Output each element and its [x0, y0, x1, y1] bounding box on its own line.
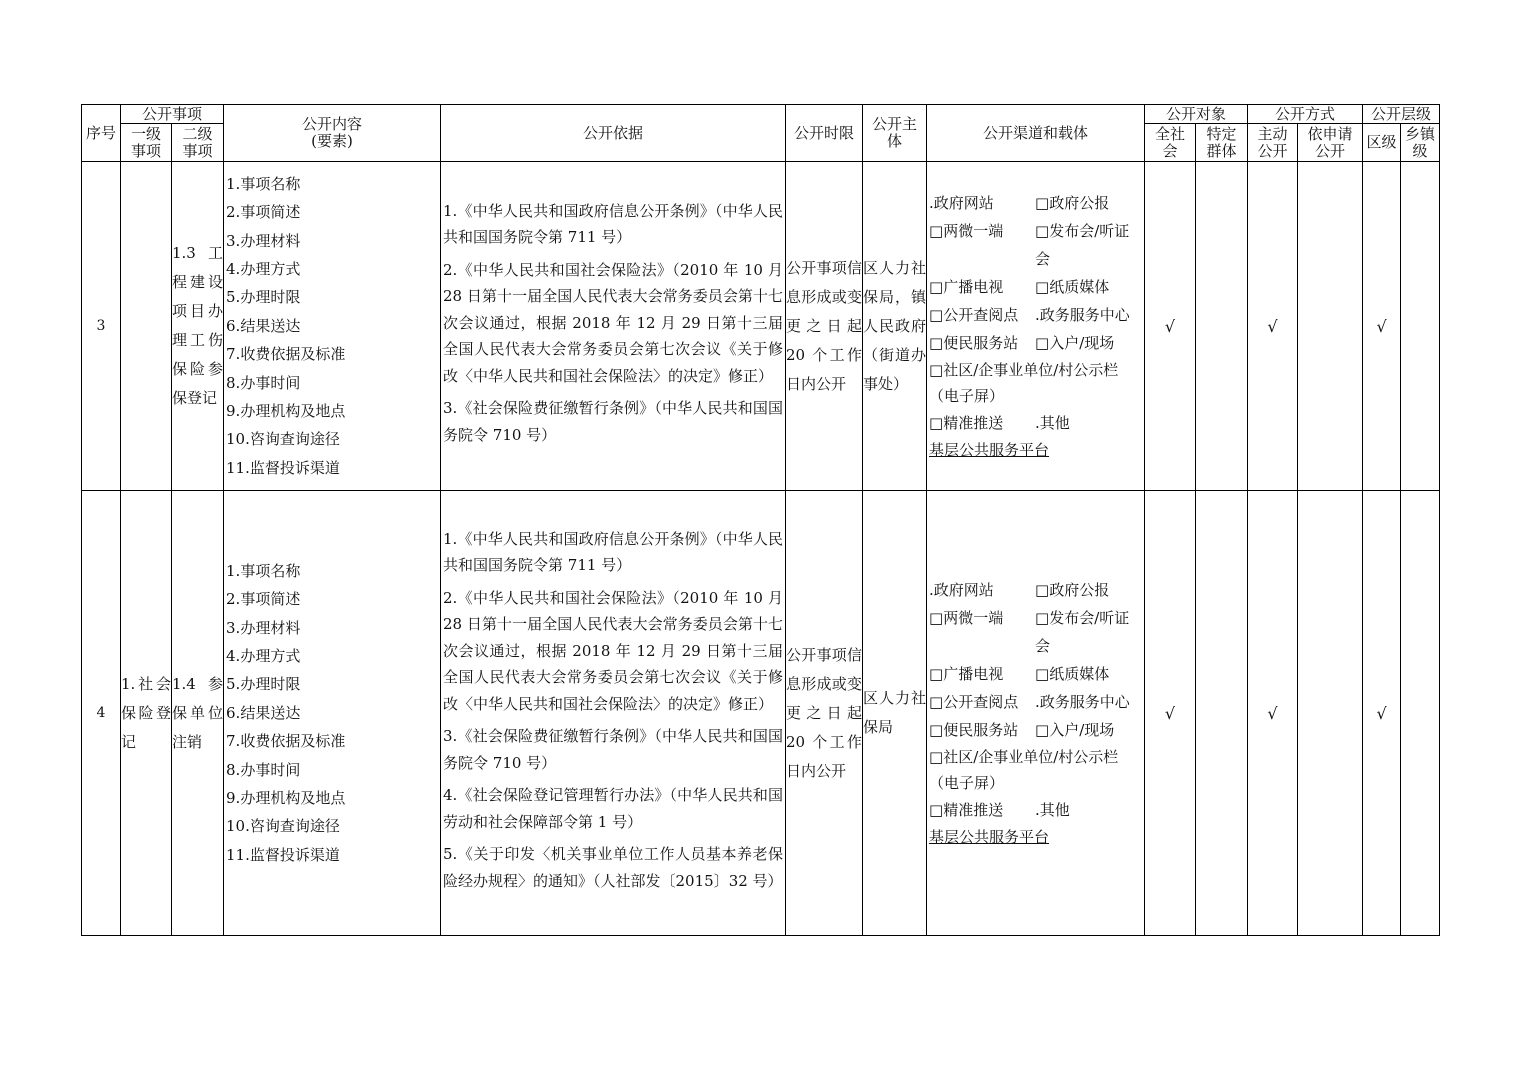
header-level1: 一级事项 — [121, 124, 172, 162]
content-item: 11.监督投诉渠道 — [226, 845, 340, 864]
channel-option: □社区/企事业单位/村公示栏（电子屏） — [929, 361, 1119, 405]
content-item: 5.办理时限 — [226, 288, 301, 307]
row-basis — [441, 491, 786, 936]
row-method-active: √ — [1248, 491, 1298, 936]
row-subject: 区人力社保局 — [863, 491, 927, 936]
channel-option: □便民服务站 — [929, 721, 1019, 739]
channel-option: □便民服务站 — [929, 334, 1019, 352]
channel-option: □公开查阅点 — [929, 306, 1019, 324]
channel-option: .政府网站 — [929, 581, 994, 599]
header-item-group: 公开事项 — [121, 105, 224, 124]
header-content-line1: 公开内容 — [302, 115, 363, 133]
channel-option: □两微一端 — [929, 609, 1004, 627]
content-item: 10.咨询查询途径 — [226, 817, 340, 836]
header-content — [224, 105, 441, 162]
basis-item: 4.《社会保险登记管理暂行办法》（中华人民共和国劳动和社会保障部令第 1 号） — [443, 786, 784, 831]
content-item: 2.事项简述 — [226, 203, 301, 222]
row-level1: 1.社会保险登记 — [121, 491, 172, 936]
header-target-all: 全社会 — [1145, 124, 1196, 162]
row-time-limit: 公开事项信息形成或变更之日起 20 个工作日内公开 — [786, 491, 863, 936]
channel-option: □社区/企事业单位/村公示栏（电子屏） — [929, 748, 1119, 792]
channel-option: □政府公报 — [1035, 581, 1110, 599]
channel-option: □入户/现场 — [1035, 334, 1115, 352]
content-item: 6.结果送达 — [226, 703, 301, 722]
channel-option: □发布会/听证会 — [1035, 222, 1130, 268]
header-level2: 二级事项 — [172, 124, 224, 162]
row-method-active: √ — [1248, 162, 1298, 491]
channel-option: □精准推送 — [929, 414, 1004, 432]
row-level1 — [121, 162, 172, 491]
basis-item: 3.《社会保险费征缴暂行条例》（中华人民共和国国务院令 710 号） — [443, 399, 784, 444]
header-level-district: 区级 — [1363, 124, 1401, 162]
channel-option: □发布会/听证会 — [1035, 609, 1130, 655]
header-subject: 公开主体 — [863, 105, 927, 162]
content-item: 7.收费依据及标准 — [226, 732, 346, 751]
content-item: 9.办理机构及地点 — [226, 402, 346, 421]
channel-option: □入户/现场 — [1035, 721, 1115, 739]
content-item: 1.事项名称 — [226, 174, 301, 193]
basis-item: 3.《社会保险费征缴暂行条例》（中华人民共和国国务院令 710 号） — [443, 727, 784, 772]
header-time-limit: 公开时限 — [786, 105, 863, 162]
header-target-group: 公开对象 — [1145, 105, 1248, 124]
row-method-request — [1298, 162, 1363, 491]
row-level-district: √ — [1363, 491, 1401, 936]
header-level-town: 乡镇级 — [1401, 124, 1440, 162]
row-content — [224, 491, 441, 936]
row-target-specific — [1196, 491, 1248, 936]
channel-option: □广播电视 — [929, 278, 1004, 296]
content-item: 6.结果送达 — [226, 316, 301, 335]
header-seq: 序号 — [82, 105, 121, 162]
content-item: 3.办理材料 — [226, 618, 301, 637]
table-row — [82, 491, 1440, 936]
channel-option: □纸质媒体 — [1035, 665, 1110, 683]
row-subject: 区人力社保局，镇人民政府（街道办事处） — [863, 162, 927, 491]
channel-option: .其他 — [1035, 414, 1070, 432]
row-basis — [441, 162, 786, 491]
content-item: 8.办事时间 — [226, 760, 301, 779]
content-item: 10.咨询查询途径 — [226, 430, 340, 449]
header-target-specific: 特定群体 — [1196, 124, 1248, 162]
row-level2: 1.4 参保单位注销 — [172, 491, 224, 936]
row-target-all: √ — [1145, 162, 1196, 491]
row-target-specific — [1196, 162, 1248, 491]
channel-option: □两微一端 — [929, 222, 1004, 240]
header-method-request: 依申请公开 — [1298, 124, 1363, 162]
row-time-limit: 公开事项信息形成或变更之日起 20 个工作日内公开 — [786, 162, 863, 491]
row-level2: 1.3 工程建设项目办理工伤保险参保登记 — [172, 162, 224, 491]
channel-option: □政府公报 — [1035, 194, 1110, 212]
row-content — [224, 162, 441, 491]
disclosure-table — [81, 104, 1440, 936]
row-method-request — [1298, 491, 1363, 936]
basis-item: 5.《关于印发〈机关事业单位工作人员基本养老保险经办规程〉的通知》（人社部发〔2015〕32 号） — [443, 845, 784, 890]
channel-option: .政务服务中心 — [1035, 306, 1130, 324]
content-item: 3.办理材料 — [226, 231, 301, 250]
header-method-group: 公开方式 — [1248, 105, 1363, 124]
content-item: 11.监督投诉渠道 — [226, 458, 340, 477]
channel-other-value: 基层公共服务平台 — [929, 441, 1050, 459]
channel-option: .政府网站 — [929, 194, 994, 212]
basis-item: 1.《中华人民共和国政府信息公开条例》（中华人民共和国国务院令第 711 号） — [443, 529, 784, 575]
basis-item: 2.《中华人民共和国社会保险法》（2010 年 10 月 28 日第十一届全国人民代表大会常务委员会第十七次会议通过，根据 2018 年 12 月 29 日第十三届全国人民代表大会常务委员会第七次会议《关于修改〈中华人民共和国社会保险法〉的决定》修正） — [443, 588, 784, 713]
row-level-town — [1401, 162, 1440, 491]
content-item: 2.事项简述 — [226, 590, 301, 609]
channel-option: .政务服务中心 — [1035, 693, 1130, 711]
content-item: 5.办理时限 — [226, 675, 301, 694]
channel-option: □纸质媒体 — [1035, 278, 1110, 296]
content-item: 1.事项名称 — [226, 561, 301, 580]
channel-other-value: 基层公共服务平台 — [929, 828, 1050, 846]
content-item: 4.办理方式 — [226, 646, 301, 665]
table-row — [82, 162, 1440, 491]
row-seq: 3 — [82, 162, 121, 491]
row-channels — [927, 162, 1145, 491]
row-channels — [927, 491, 1145, 936]
header-basis: 公开依据 — [441, 105, 786, 162]
header-level-group: 公开层级 — [1363, 105, 1440, 124]
row-level-town — [1401, 491, 1440, 936]
content-item: 8.办事时间 — [226, 373, 301, 392]
row-level-district: √ — [1363, 162, 1401, 491]
channel-option: □公开查阅点 — [929, 693, 1019, 711]
basis-item: 1.《中华人民共和国政府信息公开条例》（中华人民共和国国务院令第 711 号） — [443, 201, 784, 247]
header-method-active: 主动公开 — [1248, 124, 1298, 162]
channel-option: .其他 — [1035, 801, 1070, 819]
content-item: 9.办理机构及地点 — [226, 789, 346, 808]
content-item: 4.办理方式 — [226, 259, 301, 278]
channel-option: □精准推送 — [929, 801, 1004, 819]
basis-item: 2.《中华人民共和国社会保险法》（2010 年 10 月 28 日第十一届全国人民代表大会常务委员会第十七次会议通过，根据 2018 年 12 月 29 日第十三届全国人民代表大会常务委员会第七次会议《关于修改〈中华人民共和国社会保险法〉的决定》修正） — [443, 260, 784, 385]
row-seq: 4 — [82, 491, 121, 936]
header-channel: 公开渠道和载体 — [927, 105, 1145, 162]
header-content-line2: (要素) — [311, 132, 353, 150]
channel-option: □广播电视 — [929, 665, 1004, 683]
row-target-all: √ — [1145, 491, 1196, 936]
content-item: 7.收费依据及标准 — [226, 345, 346, 364]
